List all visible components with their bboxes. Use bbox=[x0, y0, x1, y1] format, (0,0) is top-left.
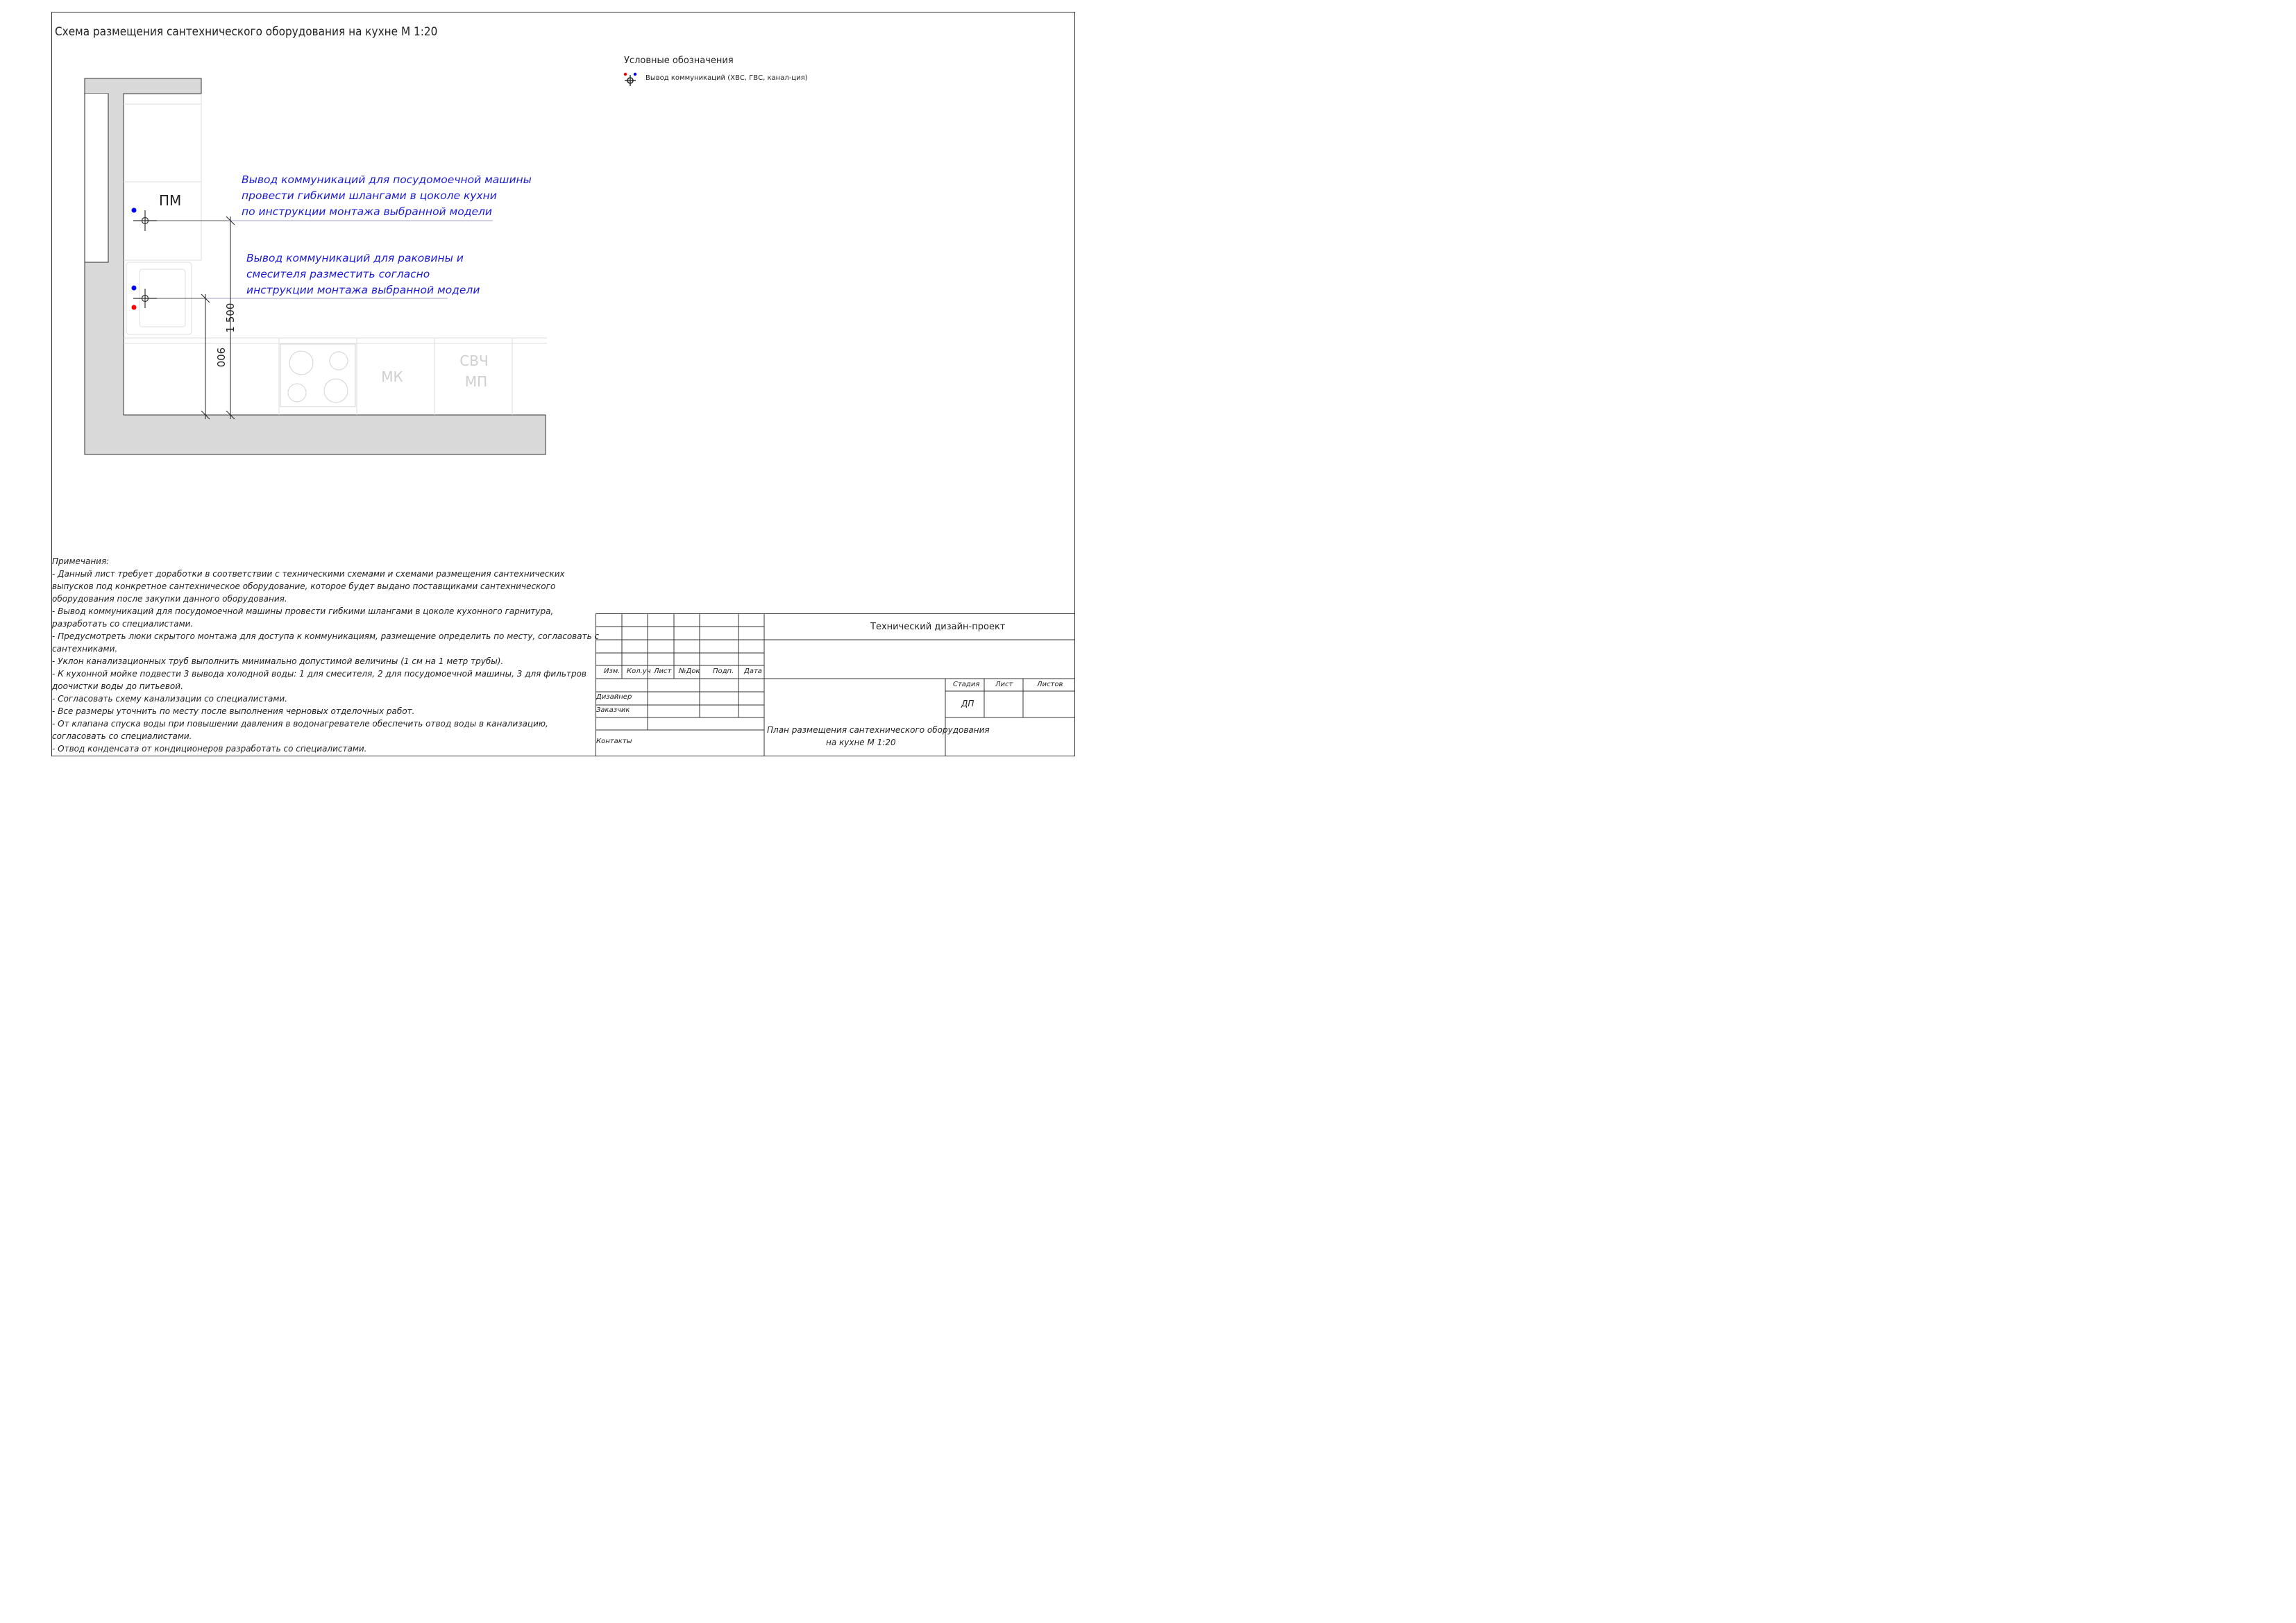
dishwasher-label: ПМ bbox=[159, 192, 182, 209]
callout-dishwasher-line-2: провести гибкими шлангами в цоколе кухни bbox=[242, 189, 497, 202]
stamp-stage-label: Стадия bbox=[953, 681, 980, 688]
hot-water-dot bbox=[132, 305, 137, 310]
note-item: - Предусмотреть люки скрытого монтажа для доступа к коммуникациям, размещение определить по месту, согласовать с сантехниками. bbox=[52, 631, 600, 654]
stamp-customer: Заказчик bbox=[596, 706, 630, 714]
microwave-label-1: СВЧ bbox=[459, 352, 489, 369]
callout-dishwasher-line-3: по инструкции монтажа выбранной модели bbox=[242, 205, 492, 218]
dimension-900: 900 bbox=[214, 347, 227, 368]
callout-sink-line-2: смесителя разместить согласно bbox=[246, 268, 430, 280]
project-title: Технический дизайн-проект bbox=[870, 622, 1006, 632]
stamp-sheet-label: Лист bbox=[995, 681, 1013, 688]
note-item: - Отвод конденсата от кондиционеров разработать со специалистами. bbox=[52, 744, 367, 754]
stamp-contacts: Контакты bbox=[596, 738, 632, 745]
sheet-title-line-2: на кухне М 1:20 bbox=[826, 738, 896, 747]
note-item: - Вывод коммуникаций для посудомоечной машины провести гибкими шлангами в цоколе кухонного гарнитура, разработать со специалистами. bbox=[52, 606, 554, 629]
sheet-title-line-1: План размещения сантехнического оборудования bbox=[767, 725, 990, 735]
microwave-label-2: МП bbox=[464, 373, 488, 390]
stamp-col-list: Лист bbox=[654, 668, 672, 675]
callout-sink-line-3: инструкции монтажа выбранной модели bbox=[246, 284, 480, 296]
stamp-designer: Дизайнер bbox=[596, 693, 632, 701]
stamp-col-koluch: Кол.уч bbox=[627, 668, 651, 675]
note-item: - От клапана спуска воды при повышении давления в водонагревателе обеспечить отвод воды в канализацию, согласовать со специалистами. bbox=[52, 719, 548, 741]
cold-water-dot bbox=[132, 208, 137, 213]
callout-sink-line-1: Вывод коммуникаций для раковины и bbox=[246, 252, 464, 264]
notes-heading: Примечания: bbox=[52, 556, 110, 566]
stamp-col-izm: Изм. bbox=[604, 668, 621, 675]
note-item: - Все размеры уточнить по месту после выполнения черновых отделочных работ. bbox=[52, 706, 415, 716]
cold-water-dot bbox=[132, 286, 137, 291]
hob-label: МК bbox=[381, 368, 403, 385]
stamp-col-podp: Подп. bbox=[713, 668, 734, 675]
legend-heading: Условные обозначения bbox=[624, 56, 734, 66]
stamp-col-doc: №Док bbox=[679, 668, 700, 675]
stamp-sheets-label: Листов bbox=[1037, 681, 1063, 688]
stamp-stage-value: ДП bbox=[961, 699, 974, 708]
legend-item: Вывод коммуникаций (ХВС, ГВС, канал-ция) bbox=[645, 74, 808, 82]
notes-block bbox=[52, 555, 600, 755]
stamp-col-data: Дата bbox=[744, 668, 762, 675]
note-item: - К кухонной мойке подвести 3 вывода холодной воды: 1 для смесителя, 2 для посудомоечной машины, 3 для фильтров доочистки воды до питьевой. bbox=[52, 669, 586, 691]
page-title: Схема размещения сантехнического оборудования на кухне М 1:20 bbox=[55, 25, 438, 39]
dimension-1500: 1 500 bbox=[224, 303, 237, 333]
callout-dishwasher-line-1: Вывод коммуникаций для посудомоечной машины bbox=[242, 173, 532, 186]
kitchen-walls bbox=[85, 78, 546, 454]
note-item: - Согласовать схему канализации со специалистами. bbox=[52, 694, 288, 704]
hob-symbol bbox=[280, 344, 355, 407]
note-item: - Данный лист требует доработки в соответствии с техническими схемами и схемами размещения сантехнических выпусков под конкретное сантехническое оборудование, которое будет выдано поставщиками сантехнического оборудования после закупки данного оборудования. bbox=[52, 569, 565, 604]
note-item: - Уклон канализационных труб выполнить минимально допустимой величины (1 см на 1 метр трубы). bbox=[52, 656, 504, 666]
